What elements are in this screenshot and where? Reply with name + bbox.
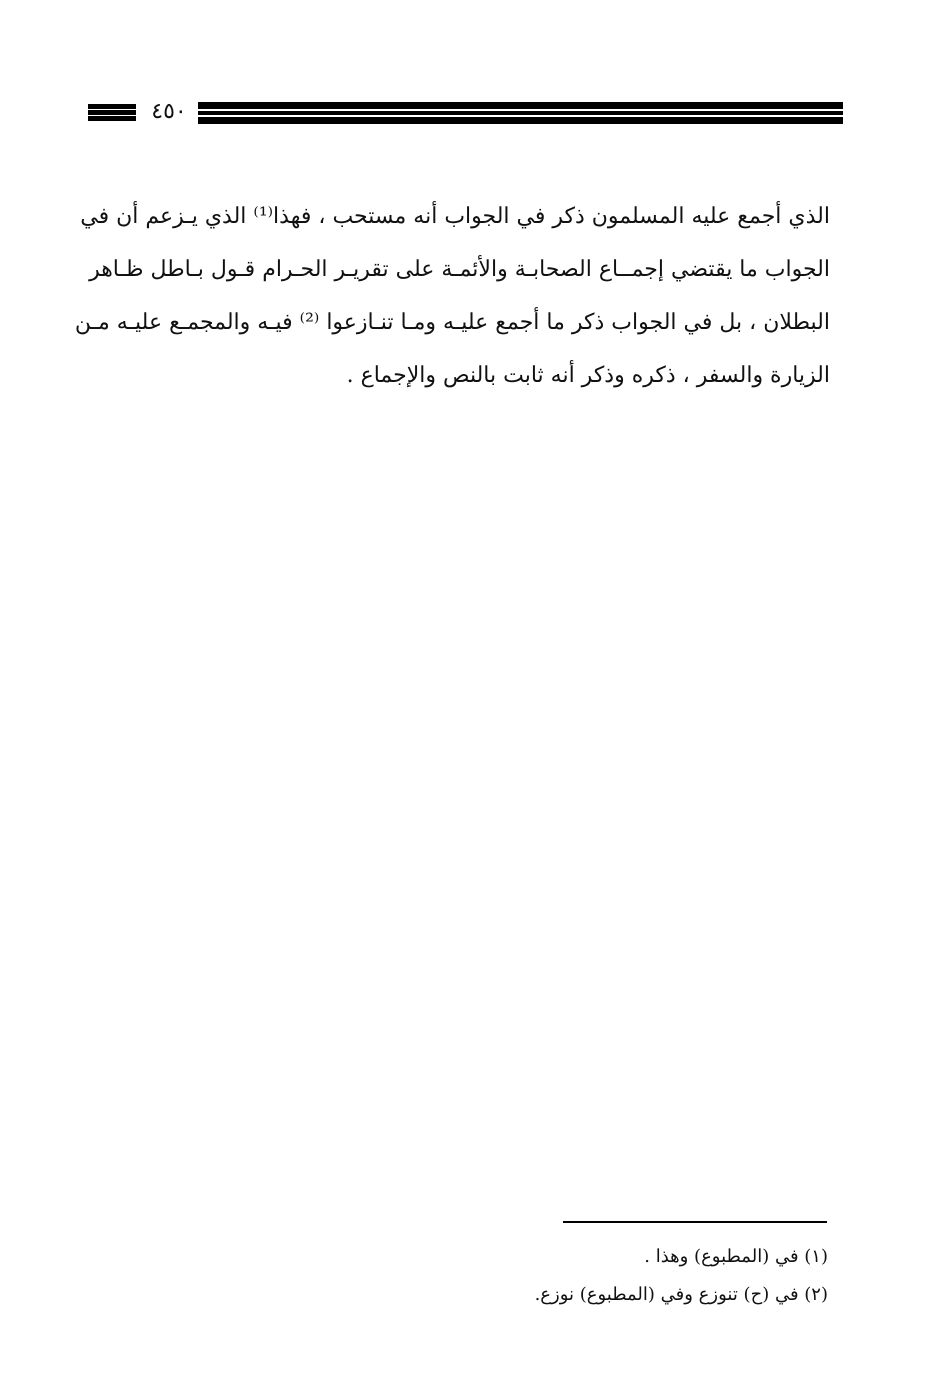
footnote-item: (٢) في (ح) تنوزع وفي (المطبوع) نوزع. <box>534 1284 828 1305</box>
body-line: البطلان ، بل في الجواب ذكر ما أجمع عليـه ومـا تنـازعوا ⁽²⁾ فيـه والمجمـع عليـه مـن <box>74 310 830 335</box>
footnotes <box>420 1238 828 1314</box>
body-line: الزيارة والسفر ، ذكره وذكر أنه ثابت بالنص والإجماع . <box>346 363 830 388</box>
header-rule-right <box>198 102 843 124</box>
body-text <box>74 190 830 402</box>
body-line: الذي أجمع عليه المسلمون ذكر في الجواب أنه مستحب ، فهذا⁽¹⁾ الذي يـزعم أن في <box>80 204 830 229</box>
footnote-separator <box>563 1221 827 1223</box>
body-line: الجواب ما يقتضي إجمــاع الصحابـة والأئمـة على تقريـر الحـرام قـول بـاطل ظـاهر <box>89 257 830 282</box>
page-number: ٤٥٠ <box>151 99 187 124</box>
page-header <box>88 100 843 126</box>
header-rule-left <box>88 104 136 121</box>
footnote-item: (١) في (المطبوع) وهذا . <box>644 1246 828 1267</box>
